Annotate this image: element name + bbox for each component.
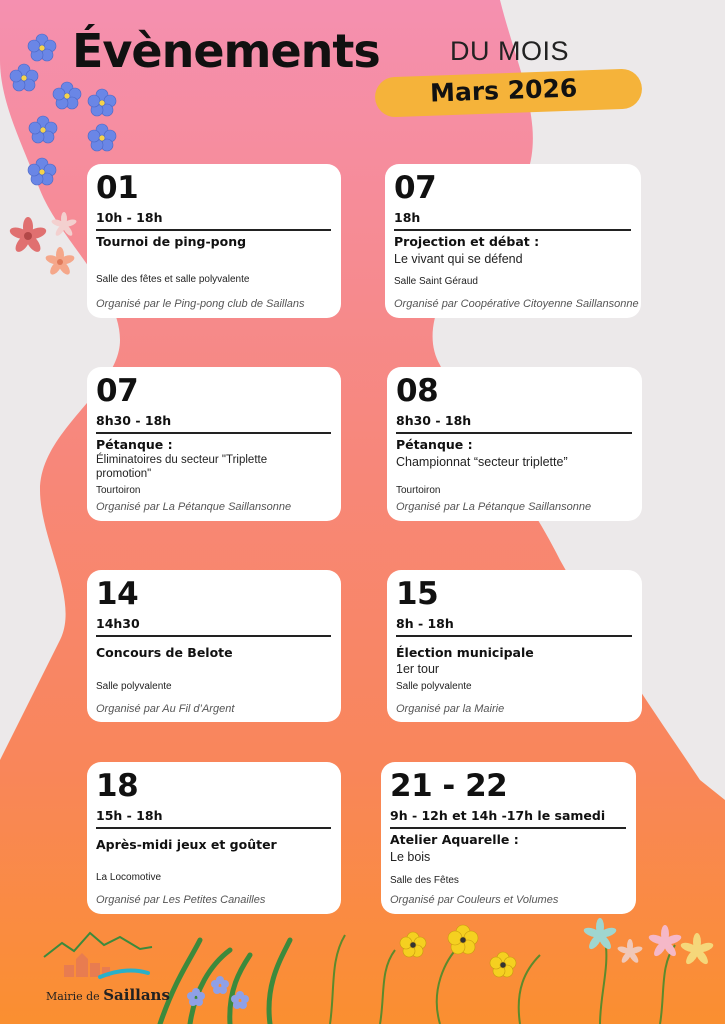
event-place: Salle Saint Géraud bbox=[394, 276, 478, 287]
event-day: 07 bbox=[96, 373, 139, 409]
divider bbox=[396, 432, 632, 434]
event-card bbox=[387, 570, 642, 722]
event-organizer: Organisé par La Pétanque Saillansonne bbox=[96, 501, 292, 513]
divider bbox=[96, 635, 331, 637]
event-time: 9h - 12h et 14h -17h le samedi bbox=[390, 808, 606, 823]
event-day: 15 bbox=[396, 576, 439, 612]
event-organizer: Organisé par la Mairie bbox=[396, 703, 505, 715]
divider bbox=[96, 827, 331, 829]
event-time: 10h - 18h bbox=[96, 210, 163, 225]
event-time: 8h - 18h bbox=[396, 616, 454, 631]
event-name: Pétanque : bbox=[96, 437, 173, 452]
event-place: Salle polyvalente bbox=[396, 681, 472, 692]
event-day: 18 bbox=[96, 768, 139, 804]
event-time: 15h - 18h bbox=[96, 808, 163, 823]
logo-text-big: Saillans bbox=[103, 986, 170, 1004]
divider bbox=[396, 635, 632, 637]
event-detail: Le bois bbox=[390, 850, 431, 864]
event-place: Salle des fêtes et salle polyvalente bbox=[96, 274, 250, 285]
event-organizer: Organisé par le Ping-pong club de Saillans bbox=[96, 298, 305, 310]
divider bbox=[96, 229, 331, 231]
logo-text bbox=[46, 986, 170, 1004]
event-time: 8h30 - 18h bbox=[96, 413, 172, 428]
event-card bbox=[87, 762, 341, 914]
event-place: La Locomotive bbox=[96, 872, 162, 883]
event-detail: Éliminatoires du secteur "Triplette promotion" bbox=[96, 454, 268, 480]
event-card bbox=[87, 367, 341, 521]
event-place: Salle polyvalente bbox=[96, 681, 172, 692]
event-card bbox=[385, 164, 641, 318]
event-day: 21 - 22 bbox=[390, 768, 508, 804]
event-name: Concours de Belote bbox=[96, 645, 233, 660]
event-day: 01 bbox=[96, 170, 139, 206]
event-detail: Le vivant qui se défend bbox=[394, 252, 523, 266]
event-place: Tourtoiron bbox=[396, 485, 441, 496]
event-name: Après-midi jeux et goûter bbox=[96, 837, 277, 852]
pink-flowers-decoration bbox=[8, 212, 77, 276]
event-organizer: Organisé par Couleurs et Volumes bbox=[390, 894, 559, 906]
event-organizer: Organisé par Les Petites Canailles bbox=[96, 894, 266, 906]
event-day: 14 bbox=[96, 576, 139, 612]
page-title: Évènements bbox=[72, 24, 380, 78]
event-organizer: Organisé par La Pétanque Saillansonne bbox=[396, 501, 592, 513]
event-place: Salle des Fêtes bbox=[390, 875, 459, 886]
event-card bbox=[87, 164, 341, 318]
divider bbox=[390, 827, 626, 829]
event-name: Tournoi de ping-pong bbox=[96, 234, 247, 249]
page-subtitle: DU MOIS bbox=[450, 36, 570, 66]
event-name: Élection municipale bbox=[396, 645, 534, 660]
event-time: 18h bbox=[394, 210, 421, 225]
event-card bbox=[381, 762, 636, 914]
event-day: 07 bbox=[394, 170, 437, 206]
event-detail: 1er tour bbox=[396, 662, 440, 676]
event-organizer: Organisé par Au Fil d’Argent bbox=[96, 703, 235, 715]
event-name: Atelier Aquarelle : bbox=[390, 832, 519, 847]
event-organizer: Organisé par Coopérative Citoyenne Saillansonne bbox=[394, 298, 639, 310]
divider bbox=[96, 432, 331, 434]
divider bbox=[394, 229, 631, 231]
event-card bbox=[387, 367, 642, 521]
event-day: 08 bbox=[396, 373, 439, 409]
event-place: Tourtoiron bbox=[96, 485, 141, 496]
event-detail: Championnat “secteur triplette” bbox=[396, 455, 568, 469]
logo-text-small: Mairie de bbox=[46, 990, 100, 1003]
month-label: Mars 2026 bbox=[429, 73, 578, 108]
event-name: Projection et débat : bbox=[394, 234, 540, 249]
event-name: Pétanque : bbox=[396, 437, 473, 452]
event-card bbox=[87, 570, 341, 722]
event-time: 8h30 - 18h bbox=[396, 413, 472, 428]
event-time: 14h30 bbox=[96, 616, 140, 631]
